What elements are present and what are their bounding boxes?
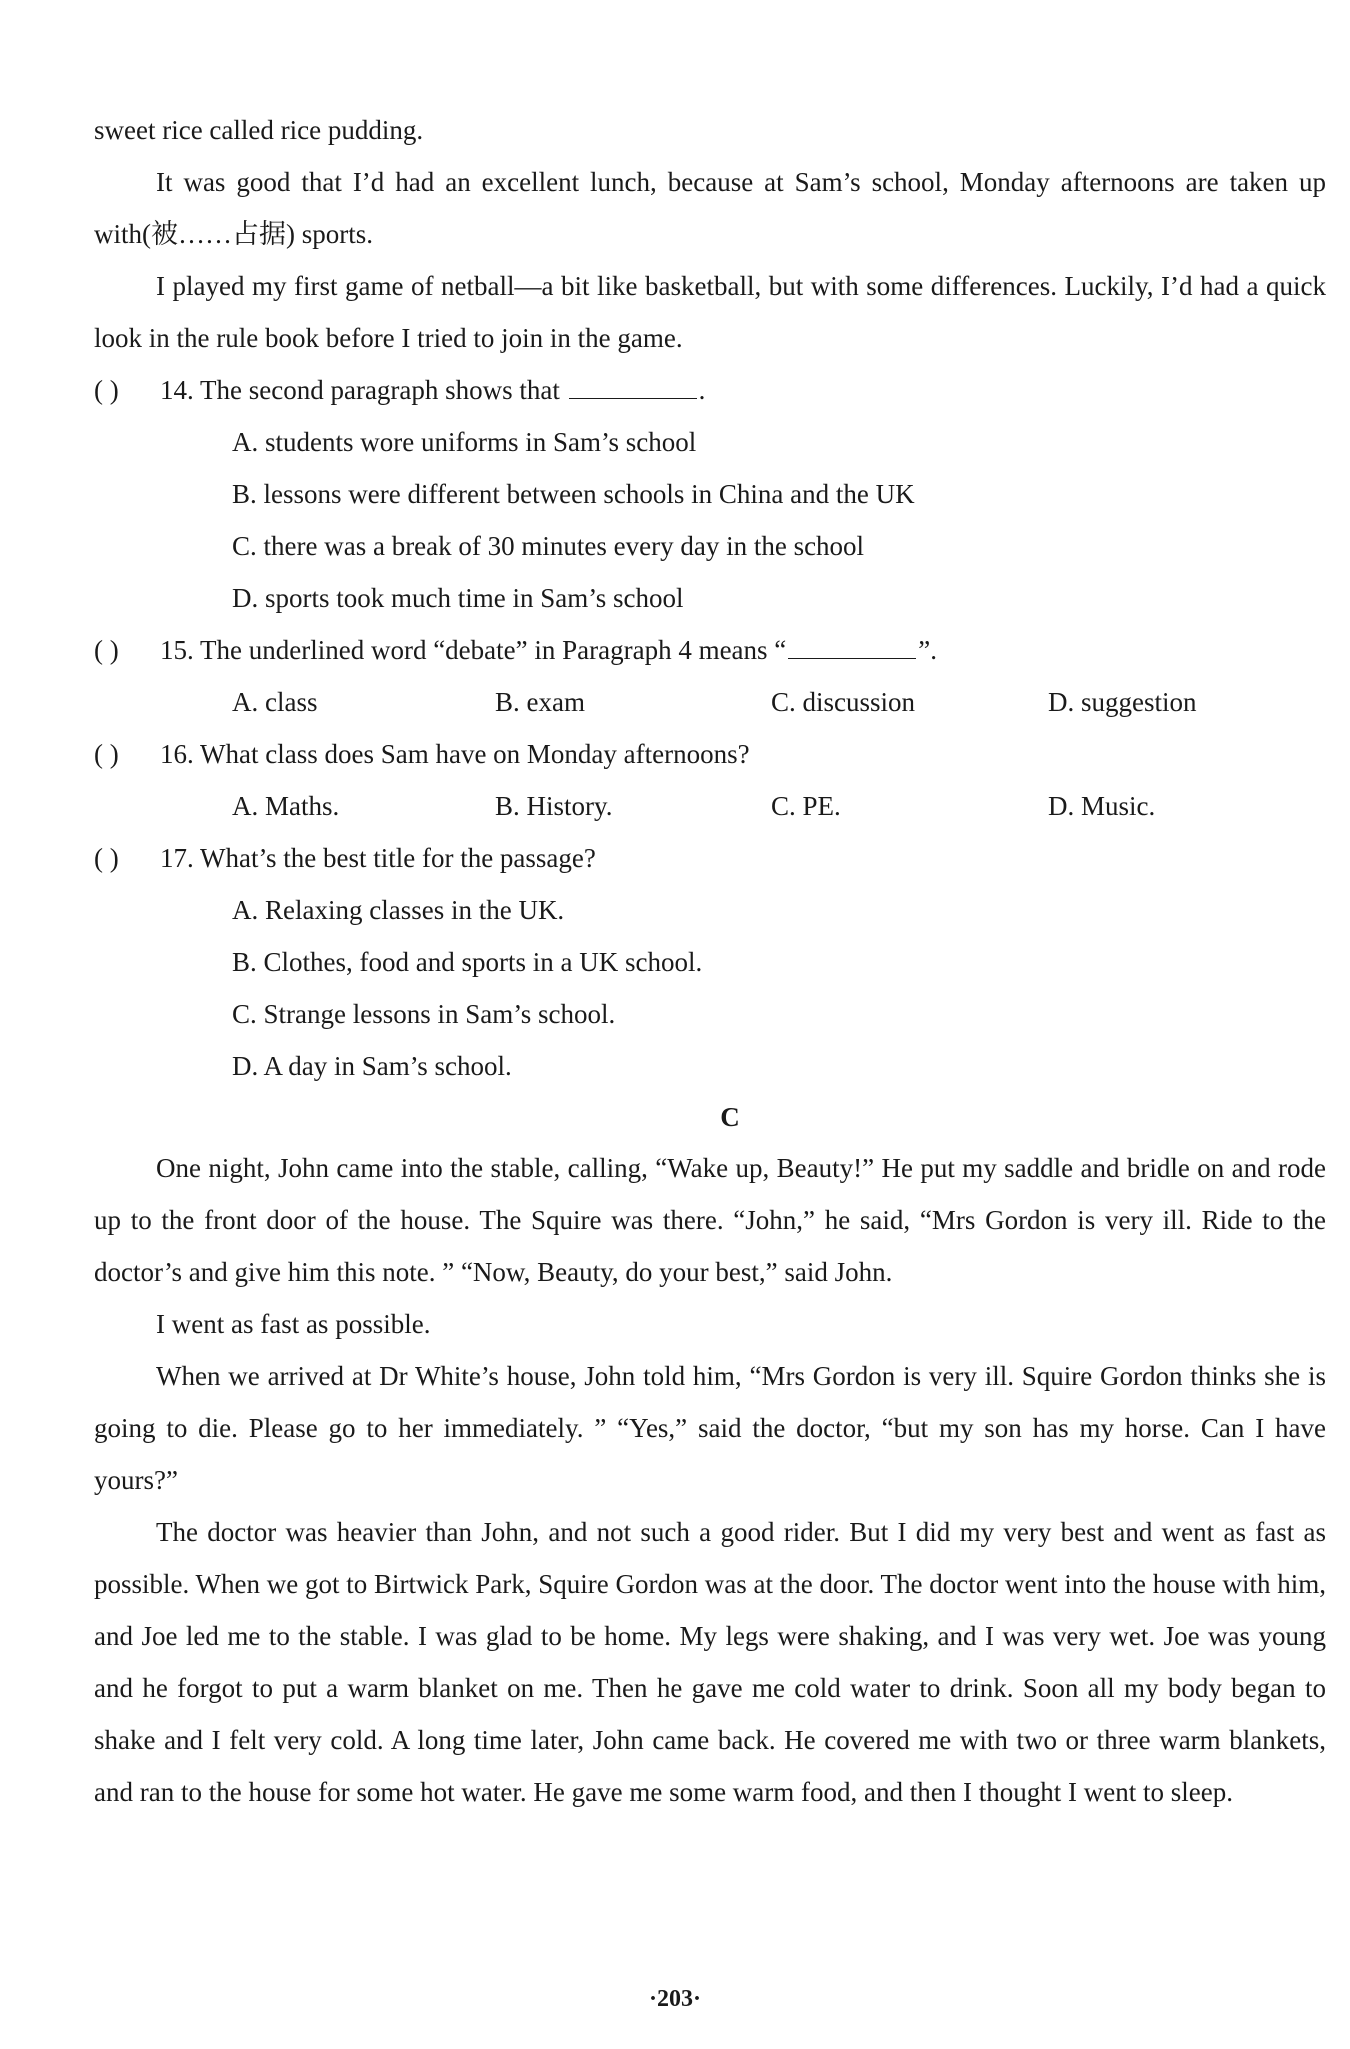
- answer-bracket[interactable]: ( ): [94, 739, 119, 769]
- answer-blank[interactable]: [788, 636, 916, 659]
- stem-end: .: [698, 375, 706, 405]
- option-d: D. sports took much time in Sam’s school: [232, 583, 684, 613]
- option-b: B. History.: [495, 791, 613, 821]
- stem-end: ”.: [918, 635, 938, 665]
- passage-paragraph-3: When we arrived at Dr White’s house, John told him, “Mrs Gordon is very ill. Squire Gordon thinks she is going to die. Please go to her immediately. ” “Yes,” said the doctor, “but my son has my horse. Can I have yours?”: [94, 1361, 1326, 1495]
- option-a: A. Maths.: [232, 791, 340, 821]
- option-b: B. Clothes, food and sports in a UK school.: [232, 947, 703, 977]
- question-14: [94, 364, 1326, 416]
- stem-text: 15. The underlined word “debate” in Paragraph 4 means “: [160, 635, 787, 665]
- option-c: C. Strange lessons in Sam’s school.: [232, 999, 616, 1029]
- option-b: B. exam: [495, 687, 585, 717]
- intro-paragraph-2: It was good that I’d had an excellent lunch, because at Sam’s school, Monday afternoons are taken up with(被……占据) sports.: [94, 167, 1326, 249]
- question-15: [94, 624, 1326, 676]
- answer-bracket[interactable]: ( ): [94, 375, 119, 405]
- option-c: C. there was a break of 30 minutes every day in the school: [232, 531, 865, 561]
- answer-blank[interactable]: [569, 376, 697, 399]
- question-stem: [160, 624, 1326, 676]
- intro-line: sweet rice called rice pudding.: [94, 115, 424, 145]
- option-d: D. suggestion: [1048, 687, 1197, 717]
- stem-text: 14. The second paragraph shows that: [160, 375, 560, 405]
- option-c: C. PE.: [771, 791, 841, 821]
- section-heading: C: [720, 1102, 740, 1132]
- passage-paragraph-1: One night, John came into the stable, calling, “Wake up, Beauty!” He put my saddle and bridle on and rode up to the front door of the house. The Squire was there. “John,” he said, “Mrs Gordon is very ill. Ride to the doctor’s and give him this note. ” “Now, Beauty, do your best,” said John.: [94, 1153, 1326, 1287]
- answer-bracket[interactable]: ( ): [94, 635, 119, 665]
- option-a: A. Relaxing classes in the UK.: [232, 895, 565, 925]
- option-a: A. students wore uniforms in Sam’s school: [232, 427, 697, 457]
- option-d: D. Music.: [1048, 791, 1156, 821]
- page-number: ·203·: [648, 1986, 701, 2012]
- options-row: [94, 676, 1326, 728]
- question-16: [94, 728, 1326, 780]
- page-content: [94, 104, 1326, 1818]
- option-a: A. class: [232, 687, 318, 717]
- passage-paragraph-2: I went as fast as possible.: [156, 1309, 431, 1339]
- option-b: B. lessons were different between schools in China and the UK: [232, 479, 915, 509]
- intro-paragraph-3: I played my first game of netball—a bit like basketball, but with some differences. Luckily, I’d had a quick look in the rule book before I tried to join in the game.: [94, 271, 1326, 353]
- question-stem: 16. What class does Sam have on Monday afternoons?: [160, 739, 750, 769]
- option-d: D. A day in Sam’s school.: [232, 1051, 512, 1081]
- option-c: C. discussion: [771, 687, 916, 717]
- passage-paragraph-4: The doctor was heavier than John, and not such a good rider. But I did my very best and went as fast as possible. When we got to Birtwick Park, Squire Gordon was at the door. The doctor went into the house with him, and Joe led me to the stable. I was glad to be home. My legs were shaking, and I was very wet. Joe was young and he forgot to put a warm blanket on me. Then he gave me cold water to drink. Soon all my body began to shake and I felt very cold. A long time later, John came back. He covered me with two or three warm blankets, and ran to the house for some hot water. He gave me some warm food, and then I thought I went to sleep.: [94, 1517, 1326, 1807]
- question-stem: 17. What’s the best title for the passage?: [160, 843, 596, 873]
- options-row: [94, 780, 1326, 832]
- answer-bracket[interactable]: ( ): [94, 843, 119, 873]
- question-stem: [160, 364, 1326, 416]
- question-17: [94, 832, 1326, 884]
